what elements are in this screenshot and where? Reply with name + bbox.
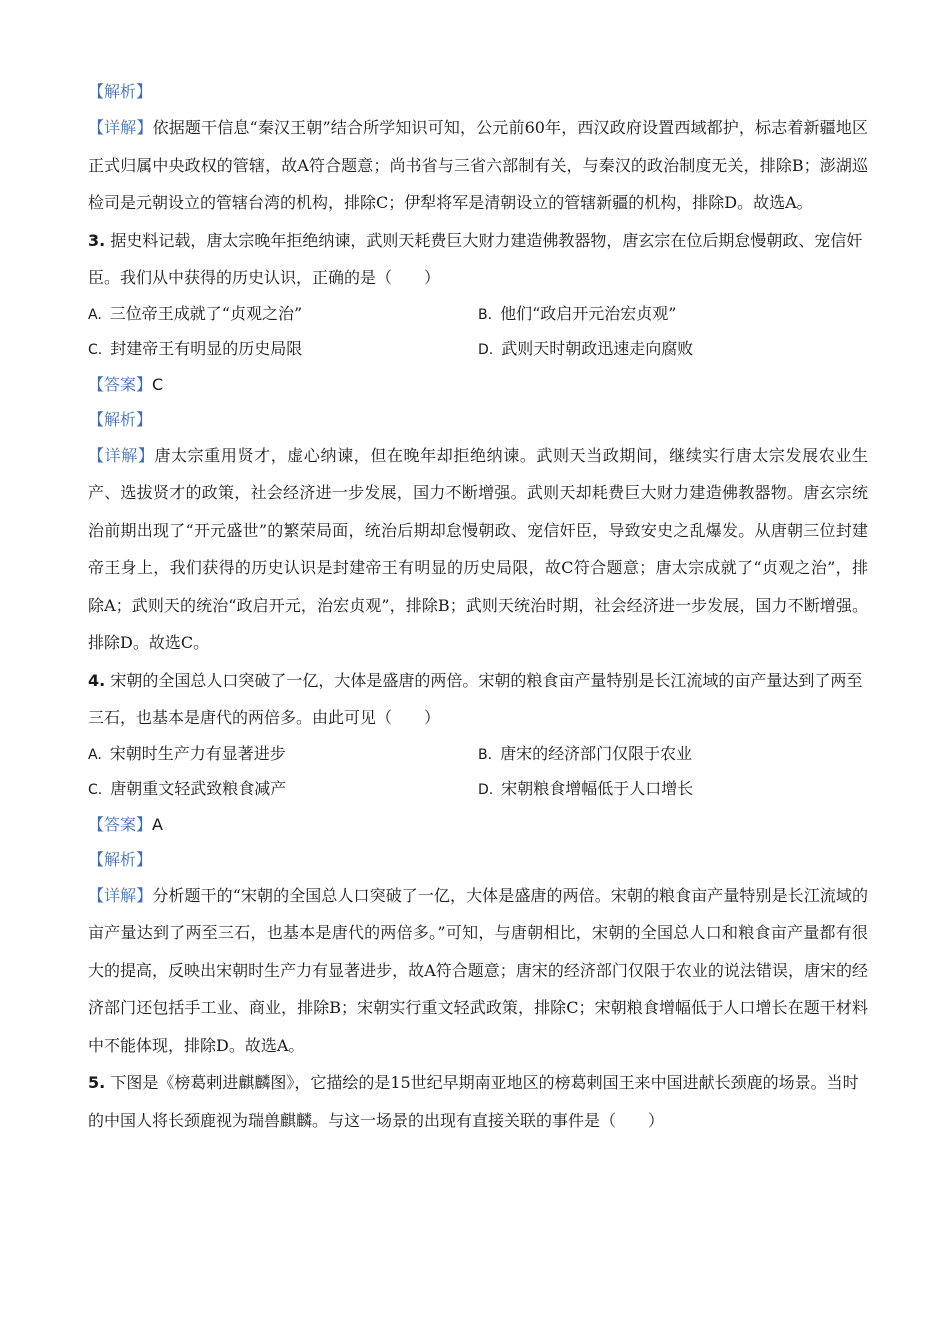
detail-paragraph-q2: 【详解】依据题干信息“秦汉王朝”结合所学知识可知，公元前60年，西汉政府设置西域都护，标志着新疆地区正式归属中央政权的管辖，故A符合题意；尚书省与三省六部制有关，与秦汉的政治制度无关，排除B；澎湖巡检司是元朝设立的管辖台湾的机构，排除C；伊犁将军是清朝设立的管辖新疆的机构，排除D。故选A。 <box>88 118 868 212</box>
analysis-heading-q4: 【解析】 <box>88 849 153 869</box>
q3-option-c[interactable]: C. 封建帝王有明显的历史局限 <box>88 338 303 358</box>
q4-option-b[interactable]: B. 唐宋的经济部门仅限于农业 <box>478 743 693 763</box>
q3-option-d[interactable]: D. 武则天时朝政迅速走向腐败 <box>478 338 694 358</box>
q4-option-a[interactable]: A. 宋朝时生产力有显著进步 <box>88 743 286 763</box>
detail-paragraph-q4: 【详解】分析题干的“宋朝的全国总人口突破了一亿，大体是盛唐的两倍。宋朝的粮食亩产量特别是长江流域的亩产量达到了两至三石，也基本是唐代的两倍多。”可知，与唐朝相比，宋朝的全国总人口和粮食亩产量都有很大的提高，反映出宋朝时生产力有显著进步，故A符合题意；唐宋的经济部门仅限于农业的说法错误，唐宋的经济部门还包括手工业、商业，排除B；宋朝实行重文轻武政策，排除C；宋朝粮食增幅低于人口增长在题干材料中不能体现，排除D。故选A。 <box>88 885 868 1055</box>
answer-q3: 【答案】C <box>88 374 164 394</box>
analysis-heading-q3: 【解析】 <box>88 409 153 429</box>
detail-paragraph-q3: 【详解】唐太宗重用贤才，虚心纳谏，但在晚年却拒绝纳谏。武则天当政期间，继续实行唐太宗发展农业生产、选拔贤才的政策，社会经济进一步发展，国力不断增强。武则天却耗费巨大财力建造佛教器物。唐玄宗统治前期出现了“开元盛世”的繁荣局面，统治后期却怠慢朝政、宠信奸臣，导致安史之乱爆发。从唐朝三位封建帝王身上，我们获得的历史认识是封建帝王有明显的历史局限，故C符合题意；唐太宗成就了“贞观之治”，排除A；武则天的统治“政启开元，治宏贞观”，排除B；武则天统治时期，社会经济进一步发展，国力不断增强。排除D。故选C。 <box>88 445 868 652</box>
q4-option-c[interactable]: C. 唐朝重文轻武致粮食减产 <box>88 778 287 798</box>
question-5-stem: 5. 下图是《榜葛剌进麒麟图》，它描绘的是15世纪早期南亚地区的榜葛剌国王来中国进献长颈鹿的场景。当时的中国人将长颈鹿视为瑞兽麒麟。与这一场景的出现有直接关联的事件是（ ） <box>88 1073 859 1130</box>
answer-q4: 【答案】A <box>88 814 163 834</box>
question-4-stem: 4. 宋朝的全国总人口突破了一亿，大体是盛唐的两倍。宋朝的粮食亩产量特别是长江流域的亩产量达到了两至三石，也基本是唐代的两倍多。由此可见（ ） <box>88 670 863 727</box>
analysis-heading-q2: 【解析】 <box>88 82 153 101</box>
q4-option-d[interactable]: D. 宋朝粮食增幅低于人口增长 <box>478 778 694 798</box>
document-page <box>88 74 868 1139</box>
question-4-options <box>88 737 868 807</box>
q3-option-a[interactable]: A. 三位帝王成就了“贞观之治” <box>88 303 303 323</box>
q3-option-b[interactable]: B. 他们“政启开元治宏贞观” <box>478 303 677 323</box>
question-3-options <box>88 297 868 367</box>
question-3-stem: 3. 据史料记载，唐太宗晚年拒绝纳谏，武则天耗费巨大财力建造佛教器物，唐玄宗在位后期怠慢朝政、宠信奸臣。我们从中获得的历史认识，正确的是（ ） <box>88 230 863 287</box>
